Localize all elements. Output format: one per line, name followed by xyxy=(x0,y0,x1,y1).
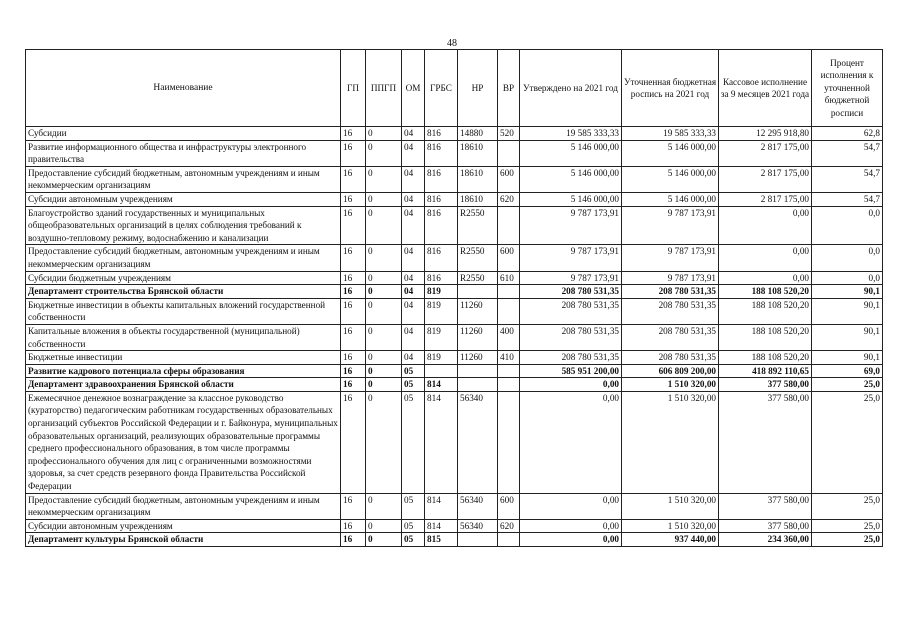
cell-approved: 208 780 531,35 xyxy=(520,285,622,299)
cell-refined: 5 146 000,00 xyxy=(622,140,719,166)
cell-approved: 208 780 531,35 xyxy=(520,351,622,365)
cell-np: 56340 xyxy=(458,391,498,493)
cell-gp: 16 xyxy=(341,351,366,365)
cell-om: 04 xyxy=(402,245,425,271)
cell-percent: 62,8 xyxy=(812,127,883,141)
cell-cash: 0,00 xyxy=(719,245,812,271)
table-row xyxy=(26,324,883,350)
cell-refined: 208 780 531,35 xyxy=(622,324,719,350)
cell-gp: 16 xyxy=(341,206,366,245)
cell-vr: 620 xyxy=(498,519,520,533)
table-row xyxy=(26,533,883,547)
cell-gp: 16 xyxy=(341,245,366,271)
cell-vr xyxy=(498,298,520,324)
cell-approved: 0,00 xyxy=(520,493,622,519)
page-number: 48 xyxy=(447,38,457,49)
cell-approved: 9 787 173,91 xyxy=(520,206,622,245)
cell-cash: 377 580,00 xyxy=(719,391,812,493)
cell-om: 05 xyxy=(402,519,425,533)
cell-np: 11260 xyxy=(458,351,498,365)
table-row xyxy=(26,493,883,519)
cell-grbs: 816 xyxy=(425,166,458,192)
cell-np: R2550 xyxy=(458,271,498,285)
cell-gp: 16 xyxy=(341,391,366,493)
cell-grbs: 816 xyxy=(425,140,458,166)
cell-grbs: 816 xyxy=(425,245,458,271)
header-percent: Процент исполнения к уточненной бюджетной росписи xyxy=(812,50,883,127)
cell-ppgp: 0 xyxy=(366,245,402,271)
cell-om: 05 xyxy=(402,533,425,547)
cell-cash: 377 580,00 xyxy=(719,493,812,519)
cell-grbs: 819 xyxy=(425,351,458,365)
cell-gp: 16 xyxy=(341,378,366,392)
cell-gp: 16 xyxy=(341,271,366,285)
cell-cash: 2 817 175,00 xyxy=(719,192,812,206)
cell-refined: 1 510 320,00 xyxy=(622,519,719,533)
header-name: Наименование xyxy=(26,50,341,127)
cell-ppgp: 0 xyxy=(366,378,402,392)
cell-refined: 208 780 531,35 xyxy=(622,298,719,324)
cell-approved: 19 585 333,33 xyxy=(520,127,622,141)
table-row xyxy=(26,206,883,245)
cell-approved: 0,00 xyxy=(520,378,622,392)
cell-name: Субсидии xyxy=(26,127,341,141)
cell-ppgp: 0 xyxy=(366,351,402,365)
cell-name: Департамент культуры Брянской области xyxy=(26,533,341,547)
cell-np: 56340 xyxy=(458,519,498,533)
header-om: ОМ xyxy=(402,50,425,127)
cell-cash: 234 360,00 xyxy=(719,533,812,547)
table-row xyxy=(26,192,883,206)
cell-np: 14880 xyxy=(458,127,498,141)
cell-om: 04 xyxy=(402,298,425,324)
cell-np xyxy=(458,285,498,299)
cell-om: 04 xyxy=(402,166,425,192)
cell-approved: 5 146 000,00 xyxy=(520,166,622,192)
cell-gp: 16 xyxy=(341,285,366,299)
cell-refined: 9 787 173,91 xyxy=(622,271,719,285)
table-row xyxy=(26,391,883,493)
cell-np: 18610 xyxy=(458,166,498,192)
cell-vr: 600 xyxy=(498,166,520,192)
cell-approved: 0,00 xyxy=(520,519,622,533)
cell-percent: 25,0 xyxy=(812,493,883,519)
cell-percent: 90,1 xyxy=(812,298,883,324)
cell-cash: 377 580,00 xyxy=(719,378,812,392)
cell-grbs: 814 xyxy=(425,391,458,493)
cell-np: R2550 xyxy=(458,206,498,245)
cell-name: Бюджетные инвестиции xyxy=(26,351,341,365)
cell-grbs: 816 xyxy=(425,206,458,245)
table-row xyxy=(26,285,883,299)
cell-name: Благоустройство зданий государственных и муниципальных общеобразовательных организаций в целях соблюдения требований к воздушно-тепловому режиму, водоснабжению и канализации xyxy=(26,206,341,245)
cell-grbs: 819 xyxy=(425,285,458,299)
cell-om: 04 xyxy=(402,127,425,141)
header-gp: ГП xyxy=(341,50,366,127)
cell-percent: 90,1 xyxy=(812,285,883,299)
cell-refined: 937 440,00 xyxy=(622,533,719,547)
cell-name: Предоставление субсидий бюджетным, автономным учреждениям и иным некоммерческим организациям xyxy=(26,166,341,192)
cell-approved: 0,00 xyxy=(520,533,622,547)
cell-approved: 5 146 000,00 xyxy=(520,140,622,166)
table-row xyxy=(26,298,883,324)
cell-gp: 16 xyxy=(341,298,366,324)
cell-vr xyxy=(498,533,520,547)
cell-gp: 16 xyxy=(341,519,366,533)
cell-name: Субсидии автономным учреждениям xyxy=(26,519,341,533)
cell-cash: 0,00 xyxy=(719,271,812,285)
cell-name: Субсидии автономным учреждениям xyxy=(26,192,341,206)
cell-name: Ежемесячное денежное вознаграждение за классное руководство (кураторство) педагогическим работникам государственных образовательных организаций субъектов Российской Федерации и г. Байконура, муниципальных образовательных организаций, реализующих образовательные программы среднего профессионального образования, в том числе программы профессионального обучения для лиц с ограниченными возможностями здоровья, за счет средств резервного фонда Правительства Российской Федерации xyxy=(26,391,341,493)
cell-name: Предоставление субсидий бюджетным, автономным учреждениям и иным некоммерческим организациям xyxy=(26,245,341,271)
cell-ppgp: 0 xyxy=(366,140,402,166)
cell-np: 18610 xyxy=(458,140,498,166)
cell-np: 18610 xyxy=(458,192,498,206)
cell-ppgp: 0 xyxy=(366,206,402,245)
cell-approved: 9 787 173,91 xyxy=(520,271,622,285)
cell-approved: 585 951 200,00 xyxy=(520,364,622,378)
cell-percent: 90,1 xyxy=(812,324,883,350)
cell-percent: 0,0 xyxy=(812,245,883,271)
cell-ppgp: 0 xyxy=(366,127,402,141)
cell-om: 04 xyxy=(402,140,425,166)
cell-ppgp: 0 xyxy=(366,519,402,533)
cell-ppgp: 0 xyxy=(366,271,402,285)
cell-np: 56340 xyxy=(458,493,498,519)
cell-refined: 5 146 000,00 xyxy=(622,166,719,192)
cell-refined: 1 510 320,00 xyxy=(622,493,719,519)
cell-grbs: 816 xyxy=(425,192,458,206)
cell-np: R2550 xyxy=(458,245,498,271)
cell-om: 04 xyxy=(402,351,425,365)
cell-percent: 0,0 xyxy=(812,206,883,245)
cell-vr: 410 xyxy=(498,351,520,365)
cell-vr xyxy=(498,378,520,392)
cell-name: Капитальные вложения в объекты государственной (муниципальной) собственности xyxy=(26,324,341,350)
cell-grbs: 814 xyxy=(425,519,458,533)
cell-grbs xyxy=(425,364,458,378)
cell-percent: 54,7 xyxy=(812,166,883,192)
cell-np xyxy=(458,533,498,547)
cell-om: 04 xyxy=(402,271,425,285)
cell-name: Бюджетные инвестиции в объекты капитальных вложений государственной собственности xyxy=(26,298,341,324)
header-refined: Уточненная бюджетная роспись на 2021 год xyxy=(622,50,719,127)
header-np: НР xyxy=(458,50,498,127)
cell-vr xyxy=(498,364,520,378)
cell-gp: 16 xyxy=(341,166,366,192)
cell-np: 11260 xyxy=(458,324,498,350)
table-row xyxy=(26,140,883,166)
cell-grbs: 816 xyxy=(425,271,458,285)
cell-om: 05 xyxy=(402,493,425,519)
table-row xyxy=(26,127,883,141)
cell-np: 11260 xyxy=(458,298,498,324)
cell-grbs: 819 xyxy=(425,324,458,350)
cell-percent: 0,0 xyxy=(812,271,883,285)
cell-name: Предоставление субсидий бюджетным, автономным учреждениям и иным некоммерческим организациям xyxy=(26,493,341,519)
cell-cash: 188 108 520,20 xyxy=(719,324,812,350)
cell-om: 04 xyxy=(402,324,425,350)
cell-vr: 600 xyxy=(498,493,520,519)
cell-gp: 16 xyxy=(341,127,366,141)
cell-vr xyxy=(498,391,520,493)
cell-name: Департамент строительства Брянской области xyxy=(26,285,341,299)
cell-cash: 418 892 110,65 xyxy=(719,364,812,378)
cell-refined: 1 510 320,00 xyxy=(622,378,719,392)
cell-om: 04 xyxy=(402,192,425,206)
table-row xyxy=(26,378,883,392)
cell-percent: 25,0 xyxy=(812,378,883,392)
cell-refined: 5 146 000,00 xyxy=(622,192,719,206)
cell-percent: 90,1 xyxy=(812,351,883,365)
table-header-row xyxy=(26,50,883,127)
cell-om: 05 xyxy=(402,378,425,392)
cell-cash: 12 295 918,80 xyxy=(719,127,812,141)
cell-vr: 600 xyxy=(498,245,520,271)
cell-gp: 16 xyxy=(341,140,366,166)
budget-execution-table xyxy=(25,49,883,547)
cell-ppgp: 0 xyxy=(366,298,402,324)
table-row xyxy=(26,271,883,285)
cell-name: Департамент здравоохранения Брянской области xyxy=(26,378,341,392)
cell-vr: 400 xyxy=(498,324,520,350)
cell-om: 04 xyxy=(402,206,425,245)
cell-approved: 208 780 531,35 xyxy=(520,324,622,350)
cell-vr: 620 xyxy=(498,192,520,206)
cell-ppgp: 0 xyxy=(366,493,402,519)
cell-cash: 377 580,00 xyxy=(719,519,812,533)
header-ppgp: ППГП xyxy=(366,50,402,127)
cell-refined: 1 510 320,00 xyxy=(622,391,719,493)
cell-approved: 0,00 xyxy=(520,391,622,493)
cell-vr xyxy=(498,206,520,245)
cell-approved: 9 787 173,91 xyxy=(520,245,622,271)
cell-name: Развитие кадрового потенциала сферы образования xyxy=(26,364,341,378)
table-row xyxy=(26,166,883,192)
cell-gp: 16 xyxy=(341,533,366,547)
cell-vr xyxy=(498,285,520,299)
table-row xyxy=(26,364,883,378)
cell-ppgp: 0 xyxy=(366,364,402,378)
cell-grbs: 815 xyxy=(425,533,458,547)
cell-name: Развитие информационного общества и инфраструктуры электронного правительства xyxy=(26,140,341,166)
table-row xyxy=(26,351,883,365)
cell-percent: 54,7 xyxy=(812,192,883,206)
cell-cash: 188 108 520,20 xyxy=(719,298,812,324)
cell-approved: 208 780 531,35 xyxy=(520,298,622,324)
cell-gp: 16 xyxy=(341,493,366,519)
cell-refined: 9 787 173,91 xyxy=(622,245,719,271)
cell-percent: 69,0 xyxy=(812,364,883,378)
cell-refined: 9 787 173,91 xyxy=(622,206,719,245)
cell-np xyxy=(458,378,498,392)
cell-gp: 16 xyxy=(341,192,366,206)
cell-refined: 19 585 333,33 xyxy=(622,127,719,141)
header-vr: ВР xyxy=(498,50,520,127)
cell-percent: 25,0 xyxy=(812,519,883,533)
cell-cash: 188 108 520,20 xyxy=(719,351,812,365)
cell-gp: 16 xyxy=(341,324,366,350)
cell-cash: 2 817 175,00 xyxy=(719,166,812,192)
cell-grbs: 816 xyxy=(425,127,458,141)
cell-refined: 606 809 200,00 xyxy=(622,364,719,378)
cell-ppgp: 0 xyxy=(366,166,402,192)
cell-cash: 188 108 520,20 xyxy=(719,285,812,299)
cell-refined: 208 780 531,35 xyxy=(622,285,719,299)
cell-om: 05 xyxy=(402,364,425,378)
cell-name: Субсидии бюджетным учреждениям xyxy=(26,271,341,285)
cell-cash: 2 817 175,00 xyxy=(719,140,812,166)
cell-ppgp: 0 xyxy=(366,285,402,299)
header-grbs: ГРБС xyxy=(425,50,458,127)
cell-ppgp: 0 xyxy=(366,324,402,350)
cell-refined: 208 780 531,35 xyxy=(622,351,719,365)
cell-percent: 54,7 xyxy=(812,140,883,166)
cell-approved: 5 146 000,00 xyxy=(520,192,622,206)
table-row xyxy=(26,519,883,533)
cell-ppgp: 0 xyxy=(366,192,402,206)
cell-gp: 16 xyxy=(341,364,366,378)
header-cash: Кассовое исполнение за 9 месяцев 2021 года xyxy=(719,50,812,127)
table-body xyxy=(26,127,883,547)
cell-vr: 610 xyxy=(498,271,520,285)
cell-om: 04 xyxy=(402,285,425,299)
cell-np xyxy=(458,364,498,378)
cell-grbs: 814 xyxy=(425,493,458,519)
cell-ppgp: 0 xyxy=(366,533,402,547)
cell-om: 05 xyxy=(402,391,425,493)
cell-grbs: 819 xyxy=(425,298,458,324)
cell-grbs: 814 xyxy=(425,378,458,392)
cell-percent: 25,0 xyxy=(812,533,883,547)
cell-cash: 0,00 xyxy=(719,206,812,245)
cell-percent: 25,0 xyxy=(812,391,883,493)
table-row xyxy=(26,245,883,271)
cell-vr xyxy=(498,140,520,166)
header-approved: Утверждено на 2021 год xyxy=(520,50,622,127)
cell-ppgp: 0 xyxy=(366,391,402,493)
cell-vr: 520 xyxy=(498,127,520,141)
